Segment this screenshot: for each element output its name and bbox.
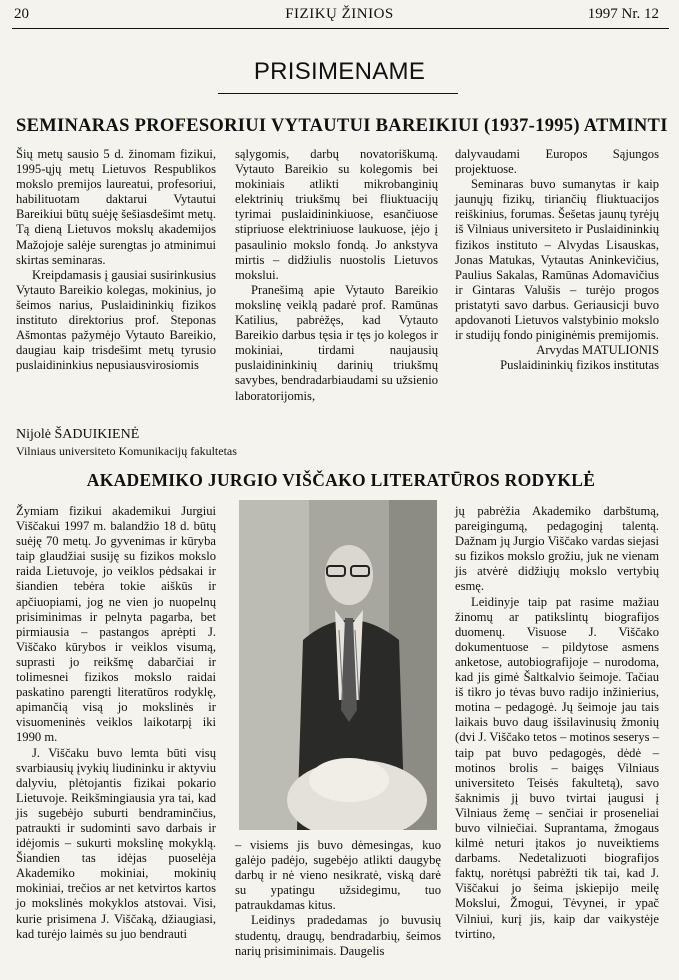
signature-affiliation: Puslaidininkių fizikos institutas: [500, 358, 659, 373]
paragraph: sąlygomis, darbų novatoriškumą. Vytauto Bareikio su kolegomis bei mokiniais atlikti mikrobanginių elektrinių triukšmų bei fliuktuacijų tyrimai puslaidininkiuose, esančiuose stipriuose elektriniuose laukuose, įėjo į pasaulinio mokslo fondą. Jo ankstyva mirtis – didžiulis nuostolis Lietuvos mokslui.: [235, 147, 438, 282]
page-number: 20: [14, 6, 29, 22]
paragraph: Leidinyje taip pat rasime mažiau žinomų ar patikslintų biografijos duomenų. Visuose J. Viščako dokumentuose – pildytose asmens anketose, autobiografijoje – nurodoma, kad jis gimė Šaltkalvio šeimoje. Tačiau iš tikro jo tėvas buvo radijo inžinierius, motina – pedagogė. Jų šeimoje jau tais laikais buvo daug išsilavinusių žmonių (dvi J. Viščako tetos – motinos seserys – taip pat buvo pedagogės, dėdė – motinos brolis – baigęs Vilniaus universiteto Teisės fakultetą), savo šaknimis jį buvo tvirtai įaugusi į Vilniaus žemę – senčiai ir proseneliai buvo vilniečiai. Suprantama, žmogaus kilmė neturi įtakos jo nuveiktiems darbams. Nedetalizuoti biografijos faktų, norėtųsi pabrėžti tik tai, kad J. Viščakui jo šeima įskiepijo meilę Mokslui, Žmogui, Tėvynei, ir ypač Vilniui, kurį jis, kaip dar vaikystėje tvirtino,: [455, 594, 659, 941]
header-rule: [12, 28, 669, 29]
paragraph: jų pabrėžia Akademiko darbštumą, pareigingumą, pedagoginį talentą. Dažnam jų Jurgio Viščako vardas siejasi su fizikos mokslo grožiu, juk ne vienam jis atvėrė didžiųjų mokslo vertybių esmę.: [455, 504, 659, 594]
article2-column-2: [235, 838, 441, 959]
signature-name: Arvydas MATULIONIS: [536, 343, 659, 358]
author-name: Nijolė ŠADUIKIENĖ: [16, 427, 140, 442]
paragraph: Šių metų sausio 5 d. žinomam fizikui, 1995-ųjų metų Lietuvos Respublikos mokslo premijos laureatui, profesoriui, habilituotam daktarui Vytautui Bareikiui būtų suėję šešiasdešimt metų. Tą dieną Lietuvos mokslų akademijos Mažojoje salėje surengtas jo atminimui skirtas seminaras.: [16, 147, 216, 267]
article1-column-3: [455, 147, 659, 373]
banner-rule: [218, 93, 458, 94]
article1-column-1: [16, 147, 216, 373]
paragraph: Pranešimą apie Vytauto Bareikio mokslinę veiklą padarė prof. Ramūnas Katilius, pabrėžęs, kad Vytauto Bareikio darbus tęsia ir tęs jo kolegos ir mokiniai, tirdami naujausių puslaidininkinių darinių triukšmų savybes, bendradarbiaudami su užsienio laboratorijomis,: [235, 282, 438, 403]
article1-title: SEMINARAS PROFESORIUI VYTAUTUI BAREIKIUI (1937-1995) ATMINTI: [16, 116, 668, 136]
article2-column-3: [455, 504, 659, 942]
paragraph: – visiems jis buvo dėmesingas, kuo galėjo padėjo, sugebėjo atlikti daugybę darbų ir nė vieno nesikratė, viską darė su ypatingu užsidegimu, tuo patraukdamas kitus.: [235, 838, 441, 913]
article1-column-2: [235, 147, 438, 404]
portrait-illustration: [239, 500, 437, 830]
issue-number: 1997 Nr. 12: [587, 6, 659, 22]
paragraph: Leidinys pradedamas jo buvusių studentų, draugų, bendradarbių, šeimos narių prisiminimais. Daugelis: [235, 913, 441, 958]
author-affiliation: Vilniaus universiteto Komunikacijų fakultetas: [16, 444, 237, 458]
paragraph: dalyvaudami Europos Sąjungos projektuose.: [455, 147, 659, 177]
paragraph: Kreipdamasis į gausiai susirinkusius Vytauto Bareikio kolegas, mokinius, jo šeimos narius, Puslaidininkių fizikos instituto direktorius prof. Steponas Ašmontas pažymėjo Vytauto Bareikio, daugiau kaip trisdešimt metų tyrusio puslaidininkius nepusiausvirosiomis: [16, 267, 216, 373]
section-banner: PRISIMENAME: [253, 58, 426, 85]
portrait-photo: [239, 500, 437, 830]
journal-title: FIZIKŲ ŽINIOS: [285, 6, 394, 22]
paragraph: J. Viščaku buvo lemta būti visų svarbiausių įvykių liudininku ir aktyviu dalyviu, plėtojantis fizikai pokario Lietuvoje. Reikšmingiausia yra tai, kad jis sugebėjo suburti bendraminčius, patraukti ir sudominti savo darbais ir idėjomis – sukurti mokslinę mokyklą. Šiandien tas idėjas puoselėja Akademiko mokiniai, mokinių mokiniai, trečios ar net ketvirtos kartos jo mokslinės mokyklos atstovai. Visi, kurie prisimena J. Viščaką, džiaugiasi, kad turėjo laimės su juo bendrauti: [16, 745, 216, 941]
article2-title: AKADEMIKO JURGIO VIŠČAKO LITERATŪROS RODYKLĖ: [86, 470, 596, 490]
article2-column-1: [16, 504, 216, 942]
paragraph: Seminaras buvo sumanytas ir kaip jaunųjų fizikų, tiriančių fliuktuacijos reiškinius, forumas. Šešetas jaunų tyrėjų iš Vilniaus universiteto ir Puslaidininkių fizikos instituto – Alvydas Lisauskas, Jonas Matukas, Vytautas Aninkevičius, Paulius Sakalas, Ramūnas Adomavičius ir Gintaras Valušis – turėjo progos pristatyti savo darbus. Geriausicji buvo apdovanoti Lietuvos valstybinio mokslo ir studijų fondo piniginėmis premijomis.: [455, 177, 659, 343]
paragraph: Žymiam fizikui akademikui Jurgiui Viščakui 1997 m. balandžio 18 d. būtų suėję 70 metų. Jo gyvenimas ir kūryba taip glaudžiai susiję su fizikos mokslo raida Lietuvoje, jo veiklos pėdsakai ir šiandien tebėra tokie aiškūs ir apčiuopiami, jog ne vien jo nuopelnų prisiminimas ir pelnyta pagarba, bet pirmiausia – pastangos aprėpti J. Viščako kūrybos ir veiklos visumą, suprasti jo reikšmę dabarčiai ir tolimesnei fizikos mokslo raidai paskatino parengti literatūros rodyklę, apimančią visą jo mokslinės ir visuomeninės veiklos laikotarpį iki 1990 m.: [16, 504, 216, 745]
